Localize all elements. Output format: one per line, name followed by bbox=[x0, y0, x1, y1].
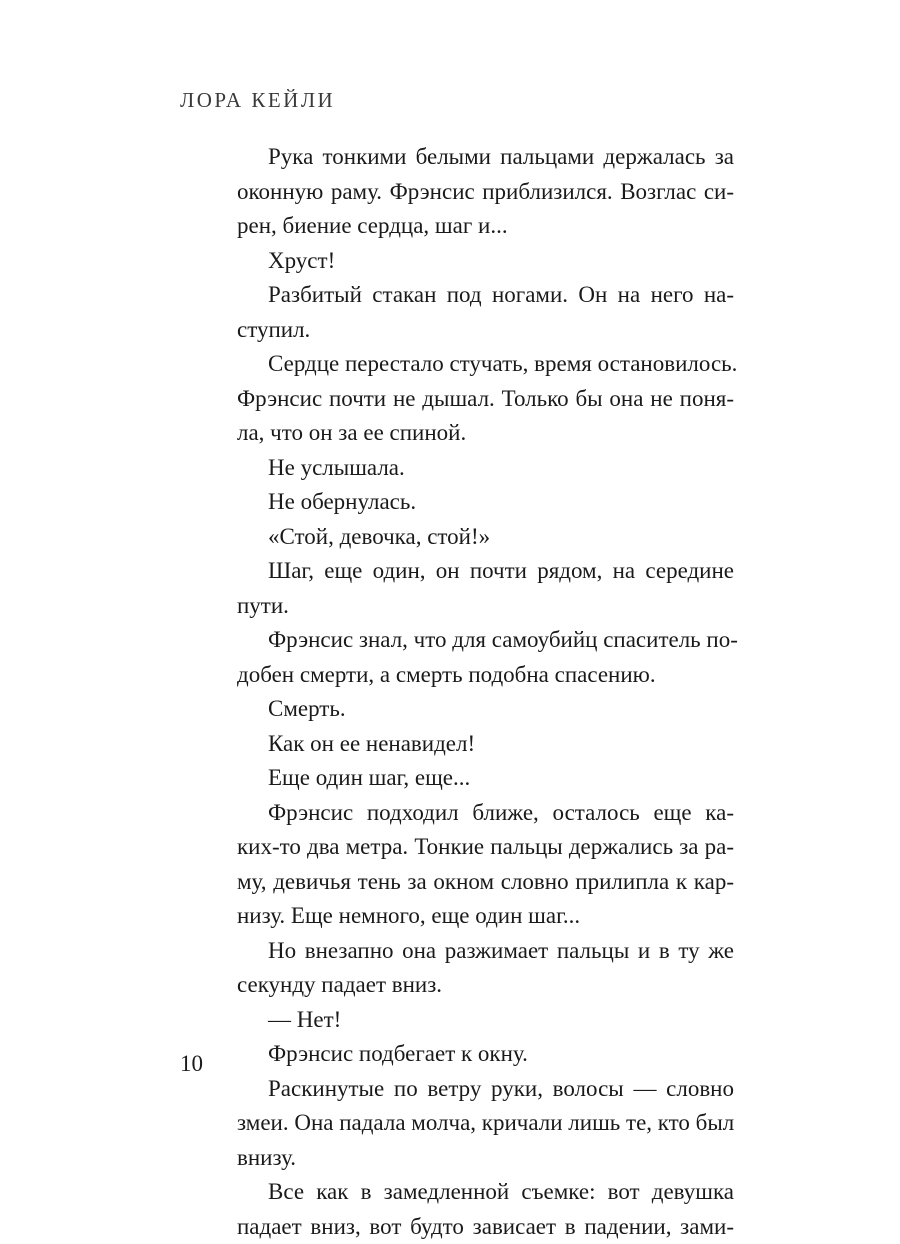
text-line: ла, что он за ее спиной. bbox=[237, 416, 734, 451]
text-line: Сердце перестало стучать, время остановилось. bbox=[237, 347, 734, 382]
text-line: Смерть. bbox=[237, 692, 734, 727]
text-line: Как он ее ненавидел! bbox=[237, 727, 734, 762]
text-line: змеи. Она падала молча, кричали лишь те, кто был bbox=[237, 1106, 734, 1141]
text-line: Раскинутые по ветру руки, волосы — словно bbox=[237, 1072, 734, 1107]
text-line: секунду падает вниз. bbox=[237, 968, 734, 1003]
text-line: Не услышала. bbox=[237, 451, 734, 486]
text-line: Еще один шаг, еще... bbox=[237, 761, 734, 796]
text-line: падает вниз, вот будто зависает в падении, зами- bbox=[237, 1210, 734, 1244]
text-line: Фрэнсис почти не дышал. Только бы она не поня- bbox=[237, 382, 734, 417]
text-line: добен смерти, а смерть подобна спасению. bbox=[237, 658, 734, 693]
text-line: Но внезапно она разжимает пальцы и в ту же bbox=[237, 934, 734, 969]
text-line: Не обернулась. bbox=[237, 485, 734, 520]
text-line: Рука тонкими белыми пальцами держалась за bbox=[237, 140, 734, 175]
page-number: 10 bbox=[180, 1047, 203, 1082]
text-line: ких-то два метра. Тонкие пальцы держались за ра- bbox=[237, 830, 734, 865]
body-text bbox=[237, 140, 734, 1244]
text-line: Фрэнсис подходил ближе, осталось еще ка- bbox=[237, 796, 734, 831]
text-line: пути. bbox=[237, 589, 734, 624]
text-line: Шаг, еще один, он почти рядом, на середине bbox=[237, 554, 734, 589]
text-line: Хруст! bbox=[237, 244, 734, 279]
text-line: рен, биение сердца, шаг и... bbox=[237, 209, 734, 244]
text-line: ступил. bbox=[237, 313, 734, 348]
text-line: «Стой, девочка, стой!» bbox=[237, 520, 734, 555]
text-line: — Нет! bbox=[237, 1003, 734, 1038]
running-head-author: ЛОРА КЕЙЛИ bbox=[180, 88, 335, 113]
text-line: Все как в замедленной съемке: вот девушка bbox=[237, 1175, 734, 1210]
text-line: внизу. bbox=[237, 1141, 734, 1176]
text-line: Разбитый стакан под ногами. Он на него на- bbox=[237, 278, 734, 313]
text-line: му, девичья тень за окном словно прилипла к кар- bbox=[237, 865, 734, 900]
text-line: Фрэнсис подбегает к окну. bbox=[237, 1037, 734, 1072]
text-line: низу. Еще немного, еще один шаг... bbox=[237, 899, 734, 934]
text-line: Фрэнсис знал, что для самоубийц спаситель по- bbox=[237, 623, 734, 658]
text-line: оконную раму. Фрэнсис приблизился. Возглас си- bbox=[237, 175, 734, 210]
